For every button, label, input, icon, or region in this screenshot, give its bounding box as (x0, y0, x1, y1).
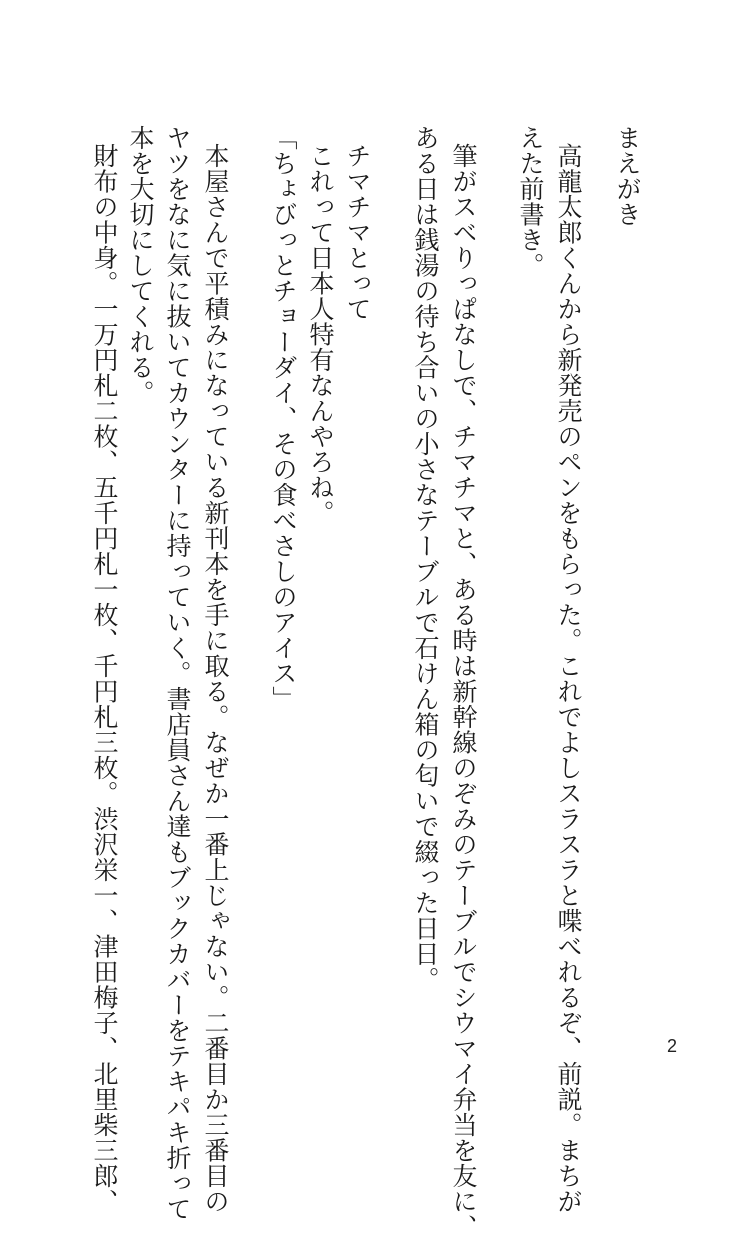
text-column: チマチマとって (343, 143, 372, 322)
text-column: 高龍太郎くんから新発売のペンをもらった。これでよしスラスラと喋べれるぞ、前説。まちが (554, 143, 583, 1214)
text-column: えた前書き。 (516, 125, 545, 278)
text-column: 本を大切にしてくれる。 (126, 125, 155, 406)
text-column: 筆がスベりっぱなしで、チマチマと、ある時は新幹線のぞみのテーブルでシウマイ弁当を友に、 (449, 143, 478, 1240)
text-column: ヤツをなに気に抜いてカウンターに持っていく。書店員さん達もブックカバーをテキパキ折って (163, 125, 192, 1222)
text-column: 「ちょびっとチョーダイ、その食べさしのアイス」 (269, 125, 298, 712)
text-column: ある日は銭湯の待ち合いの小さなテーブルで石けん箱の匂いで綴った日日。 (411, 125, 440, 992)
page-number: 2 (666, 1036, 677, 1056)
text-column: これって日本人特有なんやろね。 (306, 143, 335, 526)
chapter-heading: まえがき (613, 125, 642, 227)
text-column: 本屋さんで平積みになっている新刊本を手に取る。なぜか一番上じゃない。二番目か三番目の (201, 143, 230, 1214)
text-column: 財布の中身。一万円札二枚、五千円札一枚、千円札三枚。渋沢栄一、津田梅子、北里柴三郎、 (90, 143, 119, 1214)
